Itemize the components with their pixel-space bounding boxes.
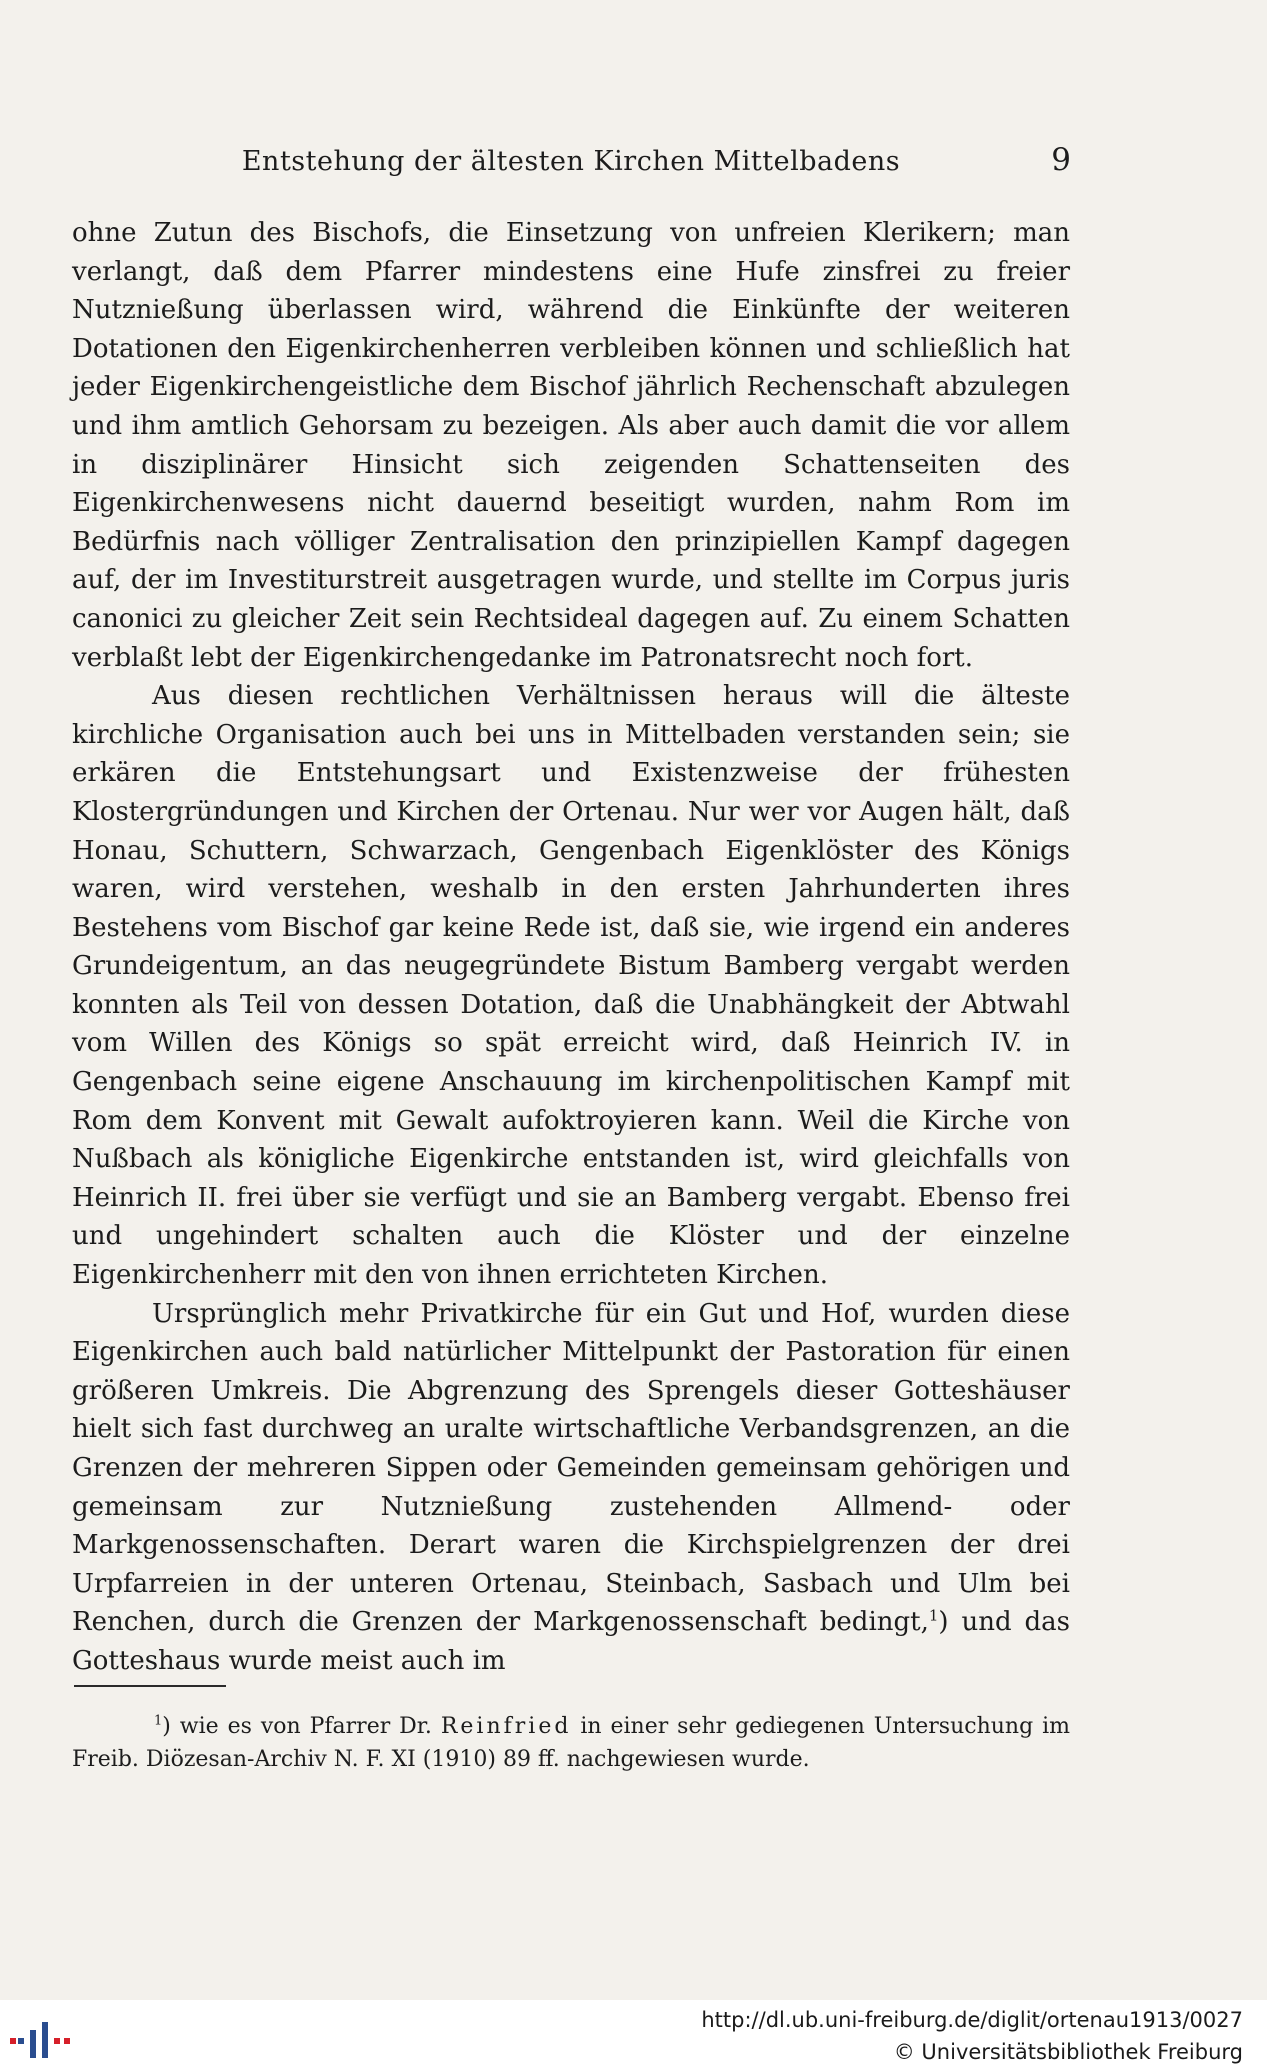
paragraph-3 <box>72 1295 1070 1681</box>
footnote <box>72 1710 1070 1776</box>
footnote-author-name: Reinfried <box>440 1714 572 1739</box>
university-library-logo-icon[interactable] <box>8 2008 78 2066</box>
page-number: 9 <box>1051 142 1071 178</box>
running-title: Entstehung der ältesten Kirchen Mittelbadens <box>241 146 901 177</box>
body-text <box>72 214 1070 1681</box>
paragraph-1: ohne Zutun des Bischofs, die Einsetzung von unfreien Klerikern; man verlangt, daß dem Pfarrer mindestens eine Hufe zinsfrei zu freier Nutznießung überlassen wird, während die Einkünfte der weiteren Dotationen den Eigenkirchenherren verbleiben können und schließlich hat jeder Eigenkirchengeistliche dem Bischof jährlich Rechenschaft abzulegen und ihm amtlich Gehorsam zu bezeigen. Als aber auch damit die vor allem in disziplinärer Hinsicht sich zeigenden Schattenseiten des Eigenkirchenwesens nicht dauernd beseitigt wurden, nahm Rom im Bedürfnis nach völliger Zentralisation den prinzipiellen Kampf dagegen auf, der im Investiturstreit ausgetragen wurde, und stellte im Corpus juris canonici zu gleicher Zeit sein Rechtsideal dagegen auf. Zu einem Schatten verblaßt lebt der Eigenkirchengedanke im Patronatsrecht noch fort. <box>72 218 1070 673</box>
footnote-before: ) wie es von Pfarrer Dr. <box>162 1714 441 1739</box>
footnote-reference[interactable]: 1 <box>928 1606 939 1625</box>
footnote-divider <box>74 1685 226 1687</box>
viewer-footer <box>0 2000 1267 2072</box>
paragraph-3-tail: ) und das Gotteshaus wurde meist auch im <box>72 1607 1071 1676</box>
copyright-notice: © Universitätsbibliothek Freiburg <box>893 2040 1243 2064</box>
footnote-after: in einer sehr gediegenen Untersuchung im Freib. Diözesan-Archiv N. F. XI (1910) 89 ff. nachgewiesen wurde. <box>72 1714 1070 1772</box>
paragraph-3-text: Ursprünglich mehr Privatkirche für ein Gut und Hof, wurden diese Eigenkirchen auch bald natürlicher Mittelpunkt der Pastoration für einen größeren Umkreis. Die Abgrenzung des Sprengels dieser Gotteshäuser hielt sich fast durchweg an uralte wirtschaftliche Verbandsgrenzen, an die Grenzen der mehreren Sippen oder Gemeinden gemeinsam gehörigen und gemeinsam zur Nutznießung zustehenden Allmend- oder Markgenossenschaften. Derart waren die Kirchspielgrenzen der drei Urpfarreien in der unteren Ortenau, Steinbach, Sasbach und Ulm bei Renchen, durch die Grenzen der Markgenossenschaft bedingt, <box>72 1298 1070 1638</box>
footnote-text <box>72 1710 1070 1776</box>
source-url-link[interactable]: http://dl.ub.uni-freiburg.de/diglit/ortenau1913/0027 <box>701 2008 1243 2032</box>
paragraph-2: Aus diesen rechtlichen Verhältnissen heraus will die älteste kirchliche Organisation auch bei uns in Mittelbaden verstanden sein; sie erkären die Entstehungsart und Existenzweise der frühesten Klostergründungen und Kirchen der Ortenau. Nur wer vor Augen hält, daß Honau, Schuttern, Schwarzach, Gengenbach Eigenklöster des Königs waren, wird verstehen, weshalb in den ersten Jahrhunderten ihres Bestehens vom Bischof gar keine Rede ist, daß sie, wie irgend ein anderes Grundeigentum, an das neugegründete Bistum Bamberg vergabt werden konnten als Teil von dessen Dotation, daß die Unabhängkeit der Abtwahl vom Willen des Königs so spät erreicht wird, daß Heinrich IV. in Gengenbach seine eigene Anschauung im kirchenpolitischen Kampf mit Rom dem Konvent mit Gewalt aufoktroyieren kann. Weil die Kirche von Nußbach als königliche Eigenkirche entstanden ist, wird gleichfalls von Heinrich II. frei über sie verfügt und sie an Bamberg vergabt. Ebenso frei und ungehindert schalten auch die Klöster und der einzelne Eigenkirchenherr mit den von ihnen errichteten Kirchen. <box>72 681 1070 1291</box>
footnote-marker: 1 <box>154 1713 163 1729</box>
